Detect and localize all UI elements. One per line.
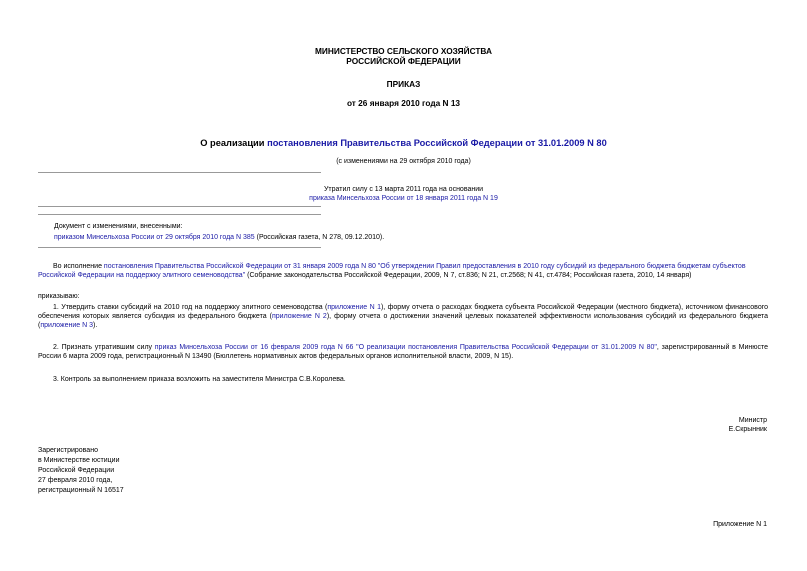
divider	[38, 247, 321, 248]
registration-block: Зарегистрировано в Министерстве юстиции Российской Федерации 27 февраля 2010 года, регистрационный N 16517	[38, 447, 124, 494]
preamble-paragraph: Во исполнение постановления Правительства Российской Федерации от 31 января 2009 года N 80 "Об утверждении Правил предоставления в 2010 году субсидий из федерального бюджета бюджетам субъектов Российской Федерации на поддержку элитного семеноводства" (Собрание законодательства Российской Федерации, 2009, N 7, ст.836; N 21, ст.2568; N 41, ст.4784; Российская газета, 2010, 14 января)	[38, 263, 746, 280]
signature-position: Министр	[738, 417, 767, 424]
appendix-3-link[interactable]: приложение N 3	[40, 322, 93, 330]
repealed-order-link[interactable]: приказ Минсельхоза России от 16 февраля 2009 года N 66 "О реализации постановления Правительства Российской Федерации от 31.01.2009 N 80"	[154, 344, 657, 351]
changes-suffix: (Российская газета, N 278, 09.12.2010).	[254, 234, 385, 242]
expired-line: Утратил силу с 13 марта 2011 года на основании	[323, 186, 484, 193]
item-3: 3. Контроль за выполнением приказа возложить на заместителя Министра С.В.Королева.	[53, 376, 346, 383]
changes-line: Документ с изменениями, внесенными:	[54, 223, 183, 230]
appendix-2-link[interactable]: приложение N 2	[271, 313, 327, 321]
expired-notice	[0, 185, 807, 203]
divider	[38, 172, 321, 173]
appendix-label: Приложение N 1	[713, 521, 767, 528]
doc-date: от 26 января 2010 года N 13	[346, 98, 461, 108]
expired-link[interactable]: приказа Минсельхоза России от 18 января 2011 года N 19	[309, 195, 498, 203]
item-2: 2. Признать утратившим силу приказ Минсельхоза России от 16 февраля 2009 года N 66 "О реализации постановления Правительства Российской Федерации от 31.01.2009 N 80", зарегистрированный в Минюсте России 6 марта 2009 года, регистрационный N 13490 (Бюллетень нормативных актов федеральных органов исполнительной власти, 2009, N 15).	[38, 344, 768, 361]
ministry-line-2: РОССИЙСКОЙ ФЕДЕРАЦИИ	[346, 56, 461, 67]
ministry-header	[0, 46, 807, 67]
signature	[729, 416, 767, 434]
divider	[38, 214, 321, 215]
ministry-line-1: МИНИСТЕРСТВО СЕЛЬСКОГО ХОЗЯЙСТВА	[314, 46, 493, 56]
amendment-note: (с изменениями на 29 октября 2010 года)	[336, 158, 471, 165]
order-word: приказываю:	[38, 293, 80, 300]
changes-block	[54, 222, 384, 242]
divider	[38, 206, 321, 207]
appendix-1-link[interactable]: приложение N 1	[327, 304, 381, 311]
signature-name: Е.Скрынник	[728, 426, 767, 434]
title-prefix: О реализации	[200, 138, 268, 148]
preamble-link[interactable]: постановления Правительства Российской Федерации от 31 января 2009 года N 80 "Об утверждении Правил предоставления в 2010 году субсидий из федерального бюджета бюджетам субъектов Российской Федерации на поддержку элитного семеноводства"	[38, 263, 746, 280]
doc-title	[0, 137, 807, 149]
doc-type: ПРИКАЗ	[386, 79, 421, 89]
title-link[interactable]: постановления Правительства Российской Федерации от 31.01.2009 N 80	[267, 138, 607, 148]
item-1: 1. Утвердить ставки субсидий на 2010 год на поддержку элитного семеноводства (приложение N 1), форму отчета о расходах бюджета субъекта Российской Федерации (местного бюджета), источником финансового обеспечения которых является субсидия из федерального бюджета (приложение N 2), форму отчета о достижении значений целевых показателей эффективности использования субсидий из федерального бюджета (приложение N 3).	[38, 304, 769, 330]
changes-link[interactable]: приказом Минсельхоза России от 29 октября 2010 года N 385	[54, 234, 255, 242]
